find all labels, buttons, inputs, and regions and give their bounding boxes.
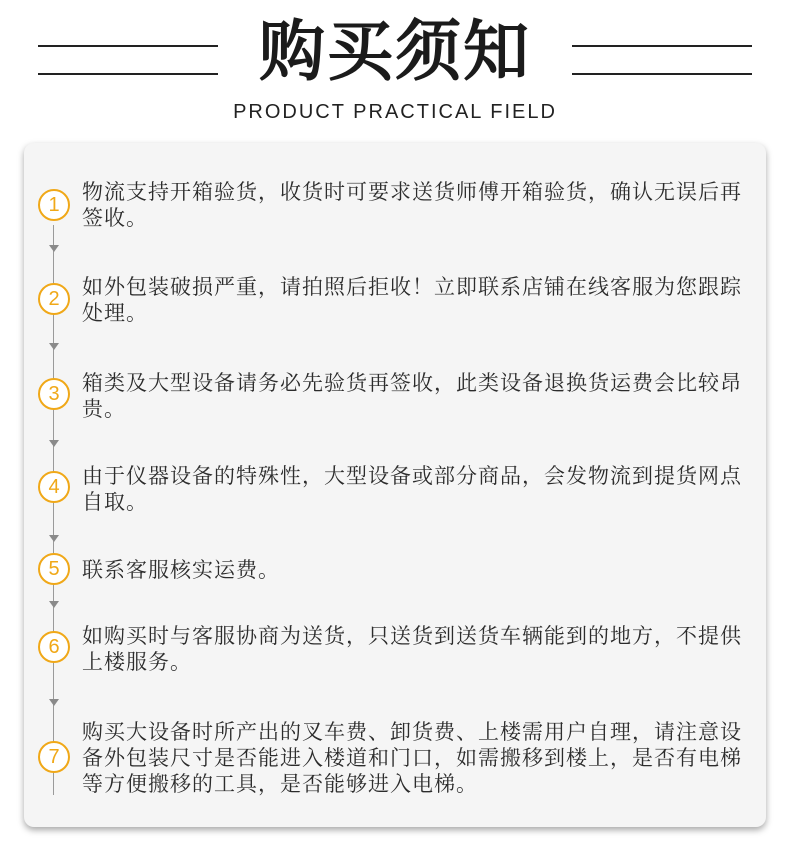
step-number-badge: 6 [38,631,70,663]
step-number-badge: 5 [38,553,70,585]
timeline-arrow-icon [49,440,59,447]
notice-text: 箱类及大型设备请务必先验货再签收，此类设备退换货运费会比较昂贵。 [82,371,742,421]
page-subtitle: PRODUCT PRACTICAL FIELD [233,101,557,123]
notice-text: 如购买时与客服协商为送货，只送货到送货车辆能到的地方，不提供上楼服务。 [82,624,742,674]
notice-card [24,143,766,827]
page-title: 购买须知 [259,13,531,90]
timeline-arrow-icon [49,699,59,706]
timeline-arrow-icon [49,601,59,608]
notice-text: 由于仪器设备的特殊性，大型设备或部分商品，会发物流到提货网点自取。 [82,464,742,514]
timeline-arrow-icon [49,535,59,542]
notice-text: 购买大设备时所产出的叉车费、卸货费、上楼需用户自理，请注意设备外包装尺寸是否能进入楼道和门口，如需搬移到楼上，是否有电梯等方便搬移的工具，是否能够进入电梯。 [82,720,742,796]
timeline-arrow-icon [49,343,59,350]
header [0,0,790,140]
notice-text: 如外包装破损严重，请拍照后拒收！立即联系店铺在线客服为您跟踪处理。 [82,275,742,325]
step-number-badge: 3 [38,378,70,410]
notice-text: 物流支持开箱验货，收货时可要求送货师傅开箱验货，确认无误后再签收。 [82,180,742,230]
step-number-badge: 7 [38,741,70,773]
step-number-badge: 2 [38,283,70,315]
notice-text: 联系客服核实运费。 [82,558,280,582]
timeline-arrow-icon [49,245,59,252]
step-number-badge: 1 [38,189,70,221]
step-number-badge: 4 [38,471,70,503]
